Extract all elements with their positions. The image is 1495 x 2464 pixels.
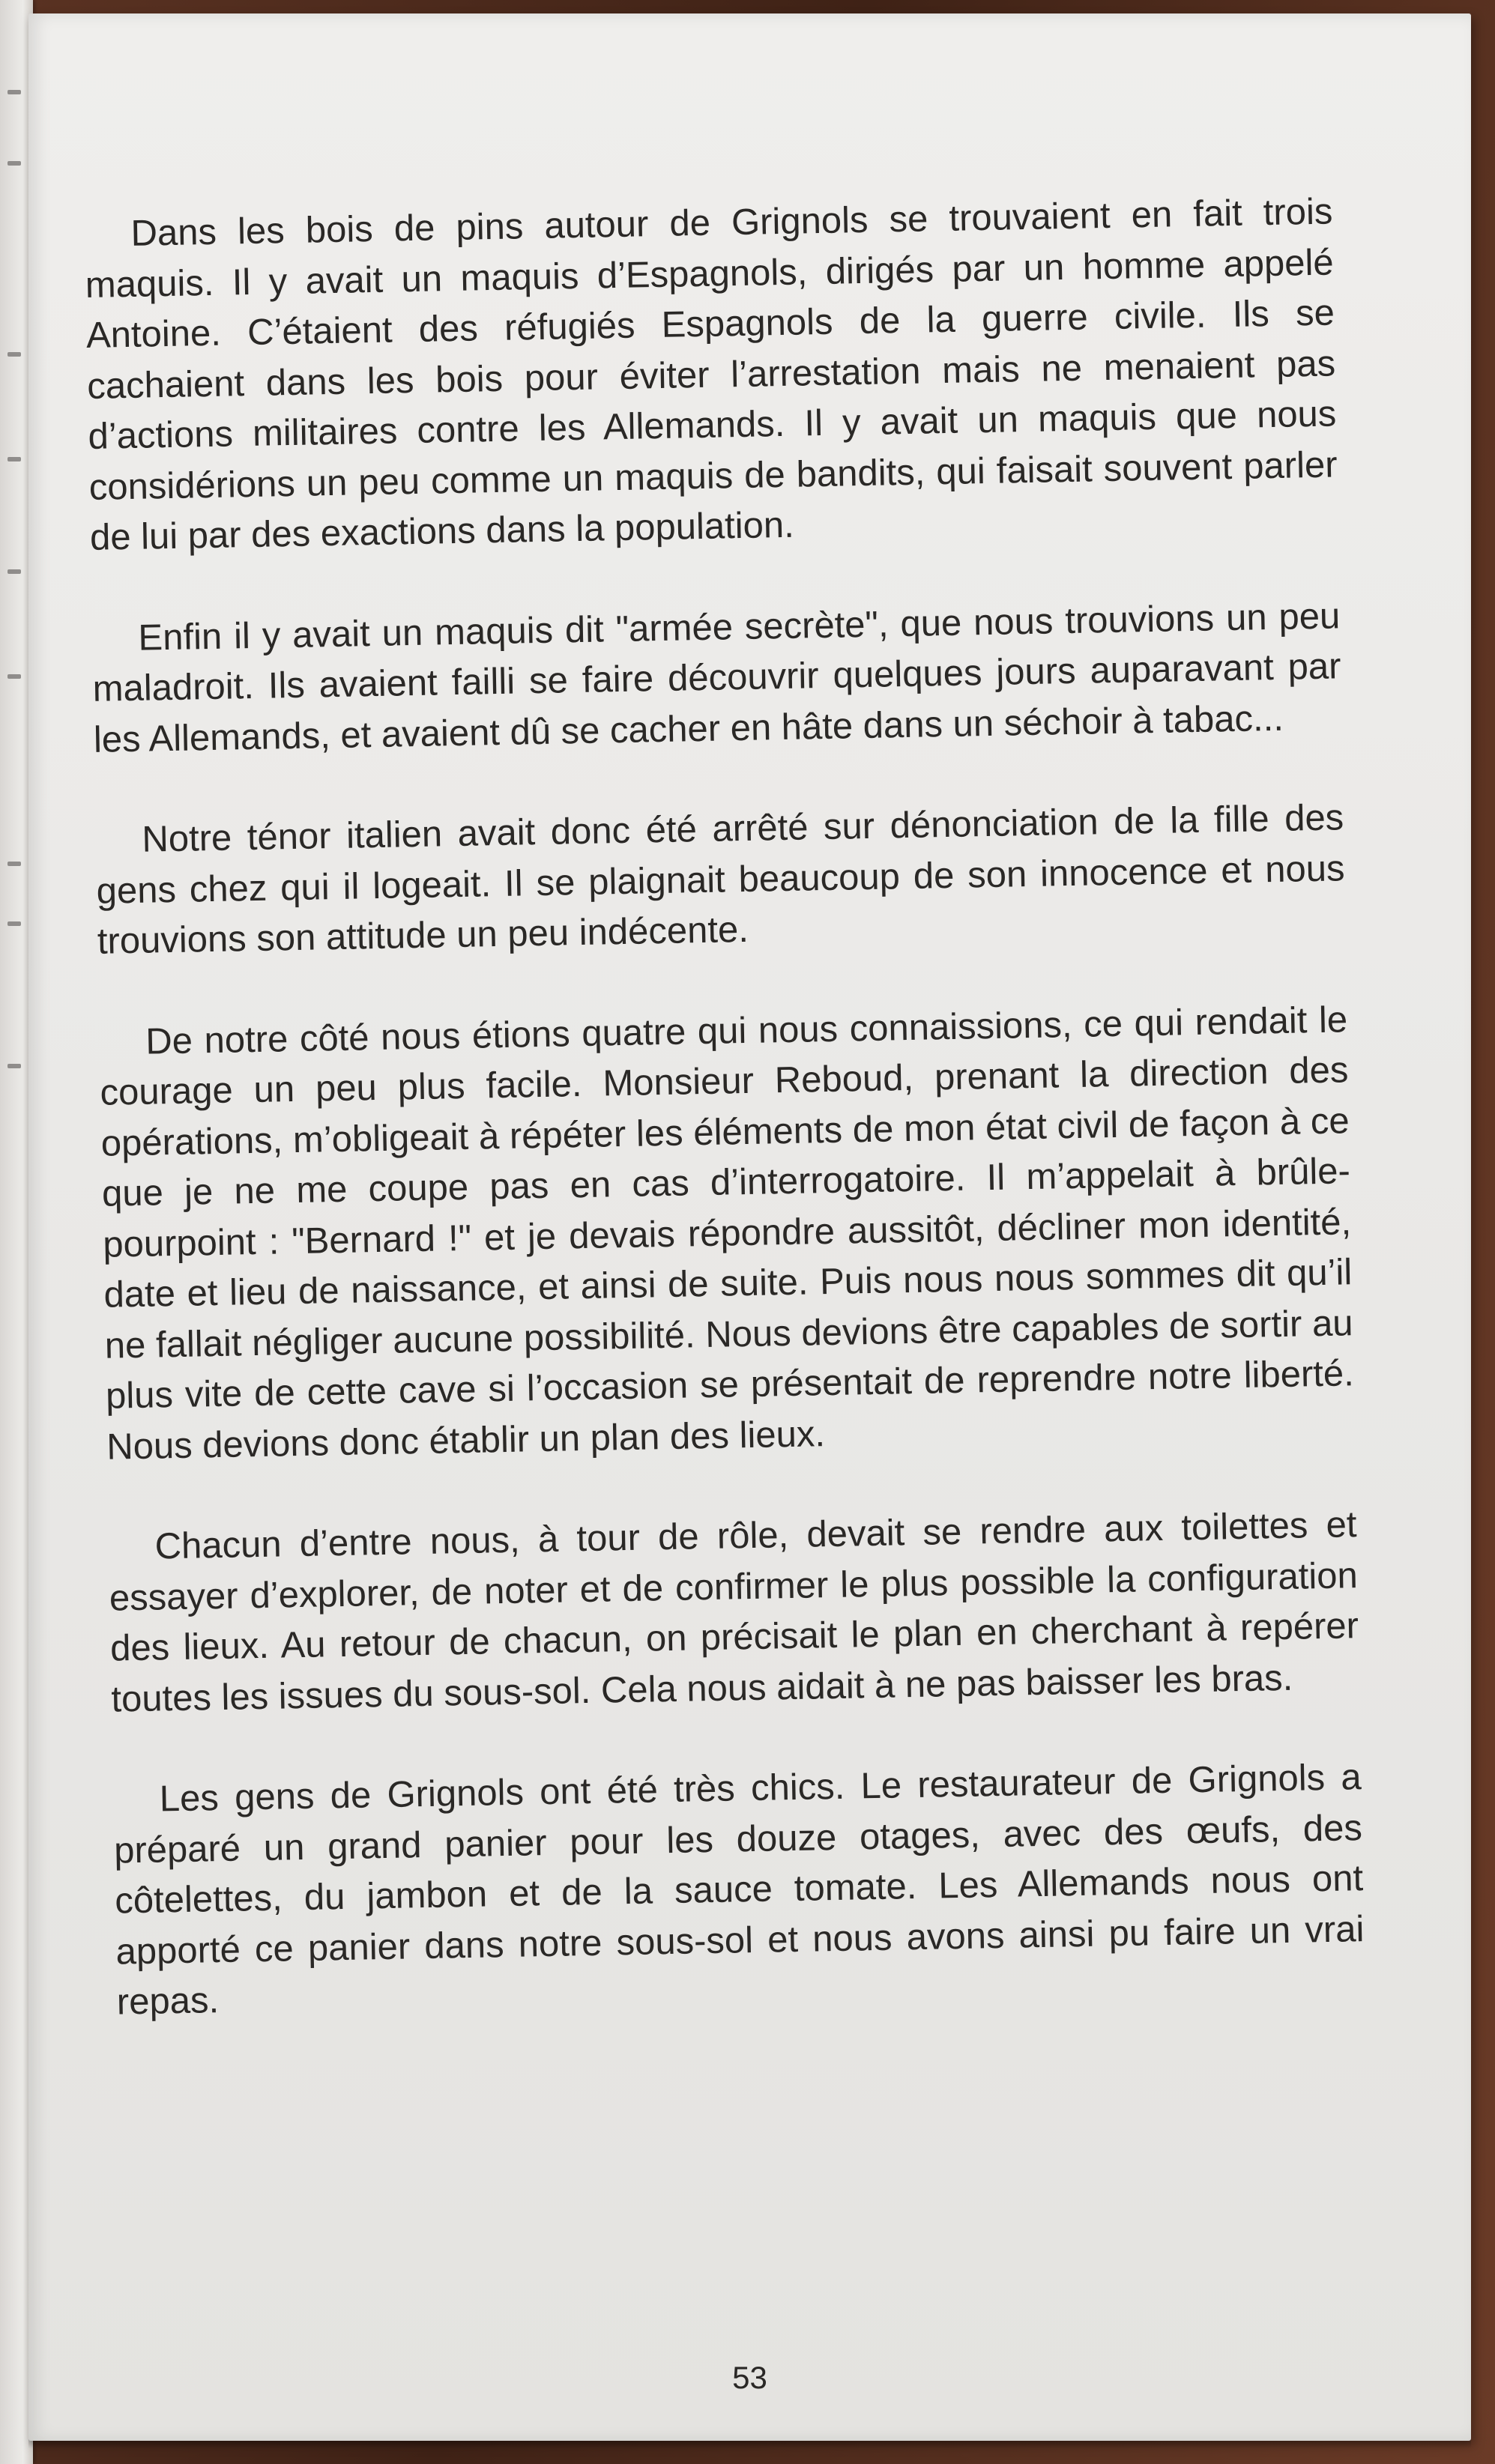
print-mark [7,90,21,94]
paragraph-monsieur-reboud: De notre côté nous étions quatre qui nous connaissions, ce qui rendait le courage un peu plus facile. Monsieur Reboud, prenant la direction des opérations, m’obligeait à répéter les éléments de mon état civil de façon à ce que je ne me coupe pas en cas d’interrogatoire. Il m’appelait à brûle-pourpoint : "Bernard !" et je devais répondre aussitôt, décliner mon identité, date et lieu de naissance, et ainsi de suite. Puis nous nous sommes dit qu’il ne fallait négliger aucune possibilité. Nous devions être capables de sortir au plus vite de cette cave si l’occasion se présentait de reprendre notre liberté. Nous devions donc établir un plan des lieux. [100,999,1355,1468]
paragraph-maquis-grignols: Dans les bois de pins autour de Grignols se trouvaient en fait trois maquis. Il y avait un maquis d’Espagnols, dirigés par un homme appelé Antoine. C’étaient des réfugiés Espagnols de la guerre civile. Ils se cachaient dans les bois pour éviter l’arrestation mais ne menaient pas d’actions militaires contre les Allemands. Il y avait un maquis que nous considérions un peu comme un maquis de bandits, qui faisait souvent parler de lui par des exactions dans la population. [85,191,1338,558]
page-number: 53 [732,2360,767,2395]
paragraph-armee-secrete: Enfin il y avait un maquis dit "armée secrète", que nous trouvions un peu maladroit. Ils avaient failli se faire découvrir quelques jours auparavant par les Allemands, et avaient dû se cacher en hâte dans un séchoir à tabac... [92,595,1341,760]
print-mark [7,862,21,866]
print-mark [7,1064,21,1068]
print-mark [7,352,21,357]
print-mark [7,569,21,574]
print-mark [7,457,21,461]
paragraph-panier-repas: Les gens de Grignols ont été très chics. Le restaurateur de Grignols a préparé un grand panier pour les douze otages, avec des œufs, des côtelettes, du jambon et de la sauce tomate. Les Allemands nous ont apporté ce panier dans notre sous-sol et nous avons ainsi pu faire un vrai repas. [113,1757,1365,2023]
print-mark [7,921,21,926]
paragraph-tenor-italien: Notre ténor italien avait donc été arrêté sur dénonciation de la fille des gens chez qui il logeait. Il se plaignait beaucoup de son innocence et nous trouvions son attitude un peu indécente. [96,797,1345,962]
print-mark [7,161,21,166]
paragraph-plan-des-lieux: Chacun d’entre nous, à tour de rôle, devait se rendre aux toilettes et essayer d’explorer, de noter et de confirmer le plus possible la configuration des lieux. Au retour de chacun, on précisait le plan en cherchant à repérer toutes les issues du sous-sol. Cela nous aidait à ne pas baisser les bras. [109,1504,1359,1720]
print-mark [7,674,21,679]
book-page [28,13,1471,2441]
page-body-text [84,187,1366,2078]
